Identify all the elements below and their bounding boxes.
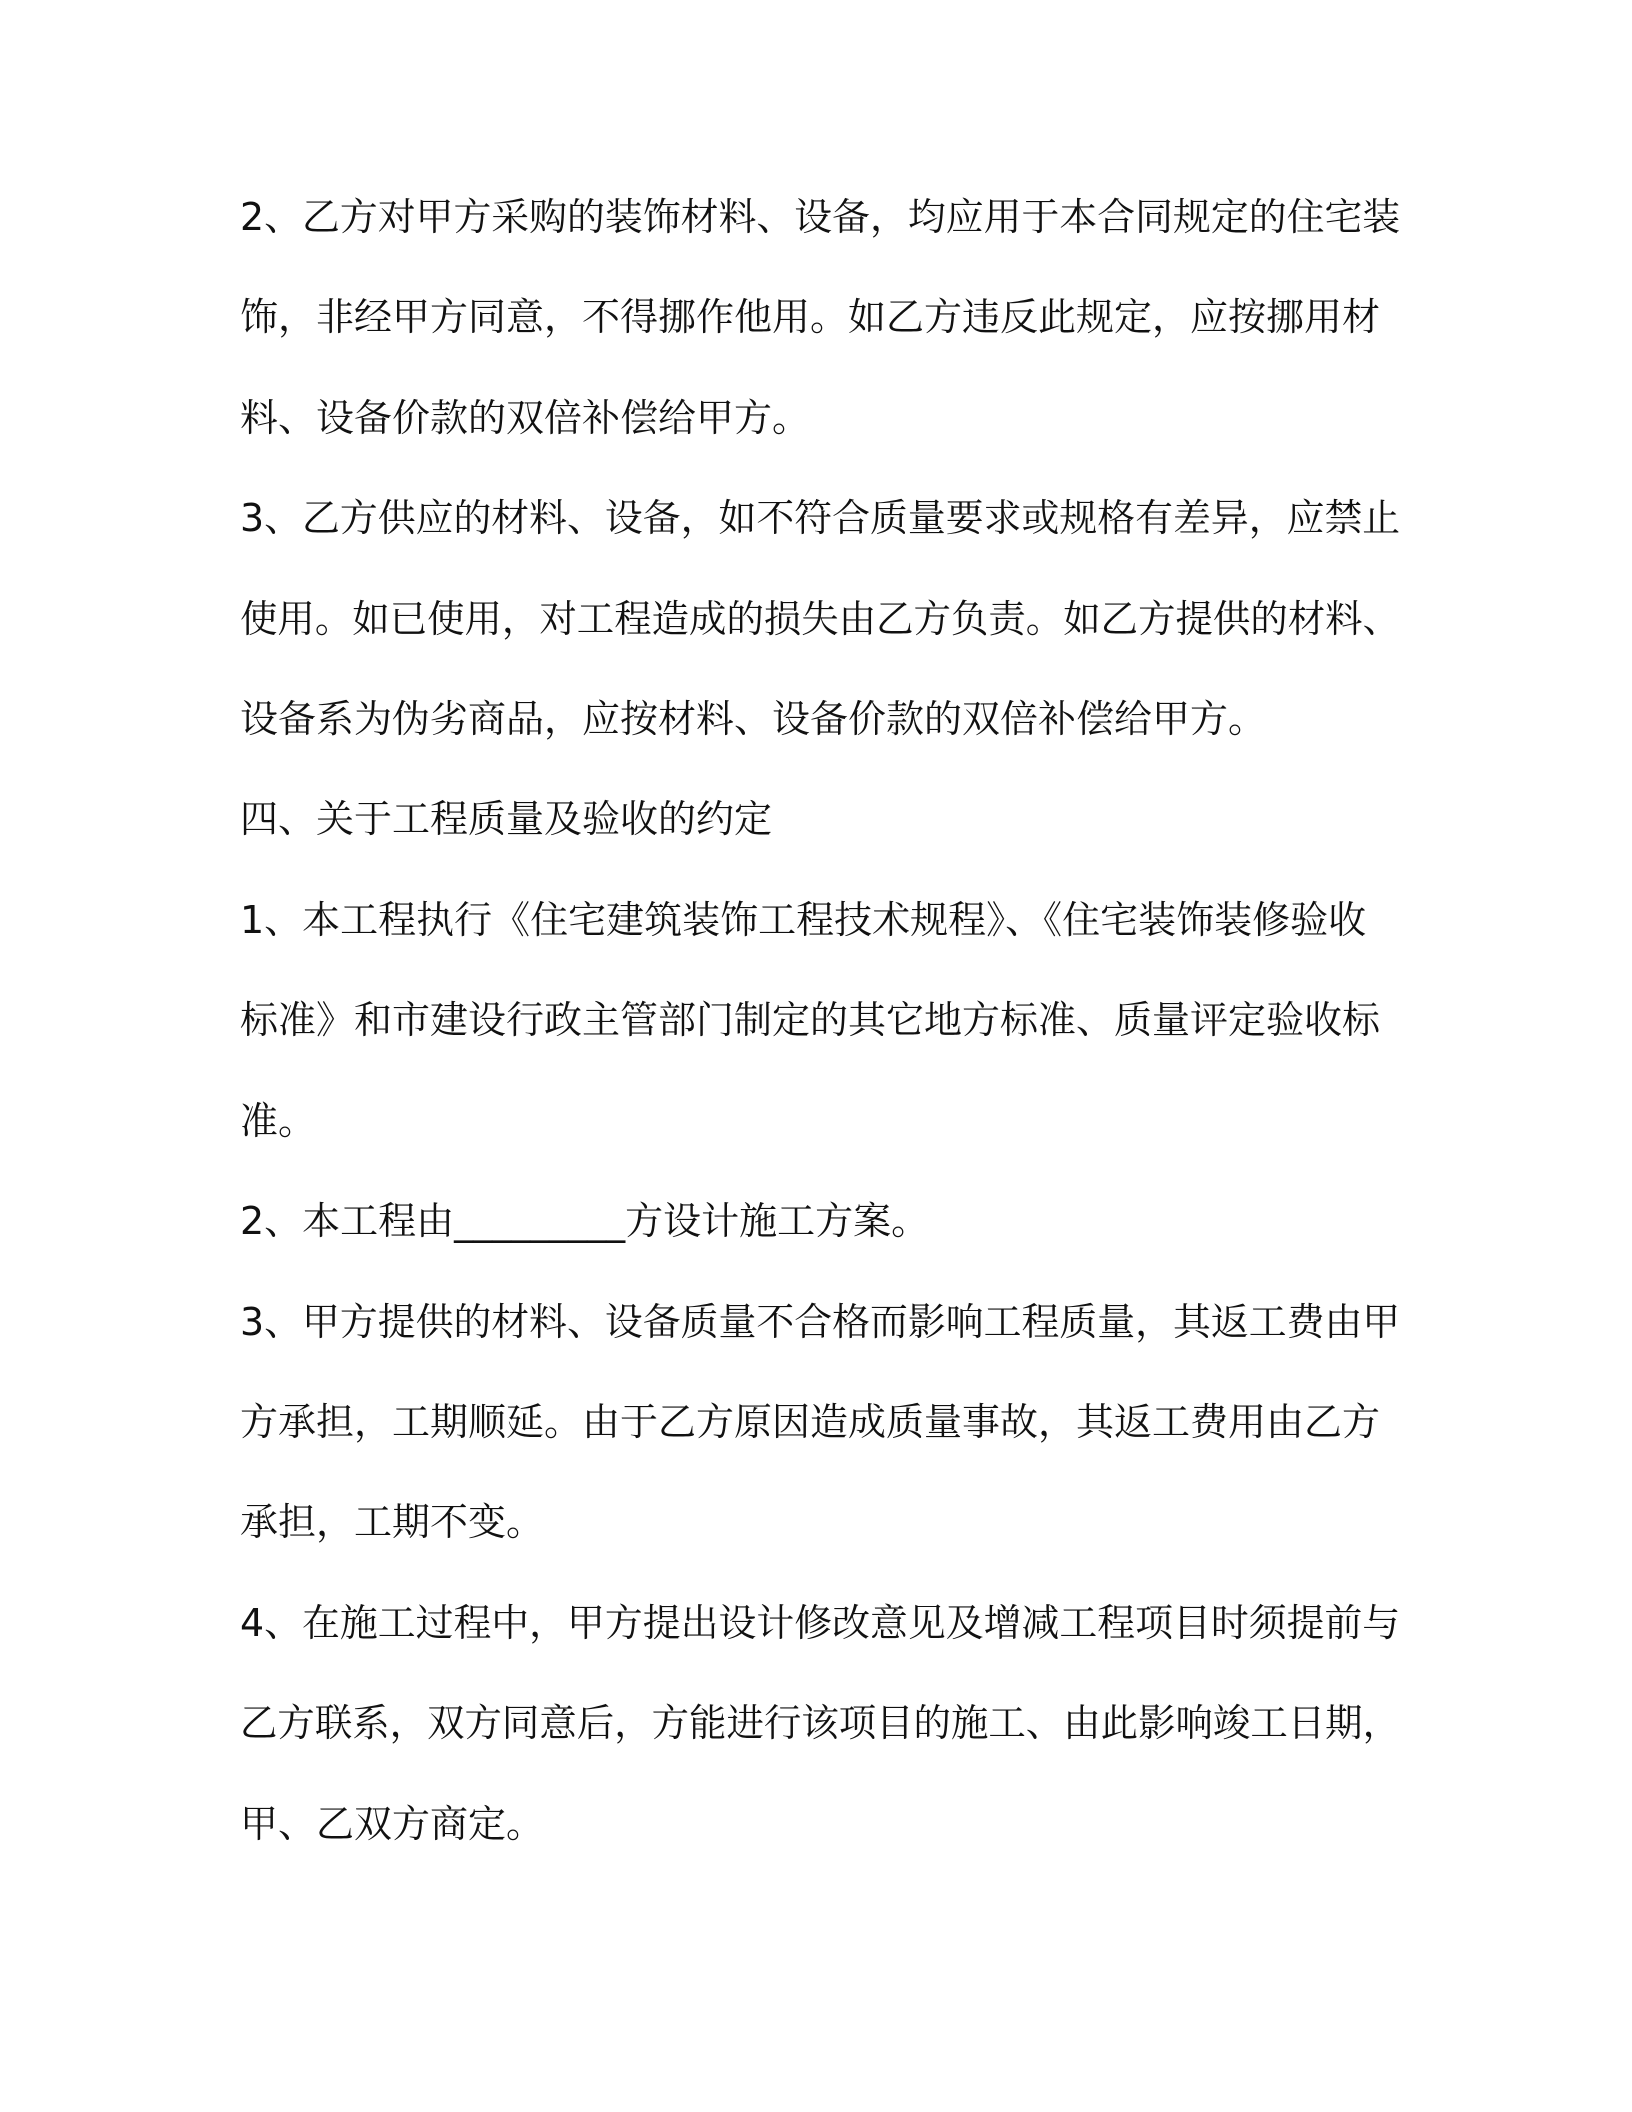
text-line: 标准》和市建设行政主管部门制定的其它地方标准、质量评定验收标 xyxy=(240,998,1381,1042)
text-line: 设备系为伪劣商品，应按材料、设备价款的双倍补偿给甲方。 xyxy=(240,697,1267,741)
text-line: 承担，工期不变。 xyxy=(240,1500,545,1544)
section-heading: 四、关于工程质量及验收的约定 xyxy=(240,797,773,841)
text-line: 料、设备价款的双倍补偿给甲方。 xyxy=(240,396,811,440)
text-line: 使用。如已使用，对工程造成的损失由乙方负责。如乙方提供的材料、 xyxy=(240,597,1401,641)
text-line: 2、本工程由_________方设计施工方案。 xyxy=(240,1199,930,1243)
text-line: 1、本工程执行《住宅建筑装饰工程技术规程》、《住宅装饰装修验收 xyxy=(240,898,1367,942)
text-line: 方承担，工期顺延。由于乙方原因造成质量事故，其返工费用由乙方 xyxy=(240,1400,1381,1444)
text-line: 准。 xyxy=(240,1099,317,1143)
text-line: 乙方联系，双方同意后，方能进行该项目的施工、由此影响竣工日期， xyxy=(240,1701,1401,1745)
text-line: 3、甲方提供的材料、设备质量不合格而影响工程质量，其返工费由甲 xyxy=(240,1300,1401,1344)
text-line: 甲、乙双方商定。 xyxy=(240,1802,545,1846)
text-line: 饰，非经甲方同意，不得挪作他用。如乙方违反此规定，应按挪用材 xyxy=(240,295,1381,339)
text-line: 4、在施工过程中，甲方提出设计修改意见及增减工程项目时须提前与 xyxy=(240,1601,1401,1645)
text-line: 3、乙方供应的材料、设备，如不符合质量要求或规格有差异，应禁止 xyxy=(240,496,1401,540)
text-line: 2、乙方对甲方采购的装饰材料、设备，均应用于本合同规定的住宅装 xyxy=(240,195,1401,239)
